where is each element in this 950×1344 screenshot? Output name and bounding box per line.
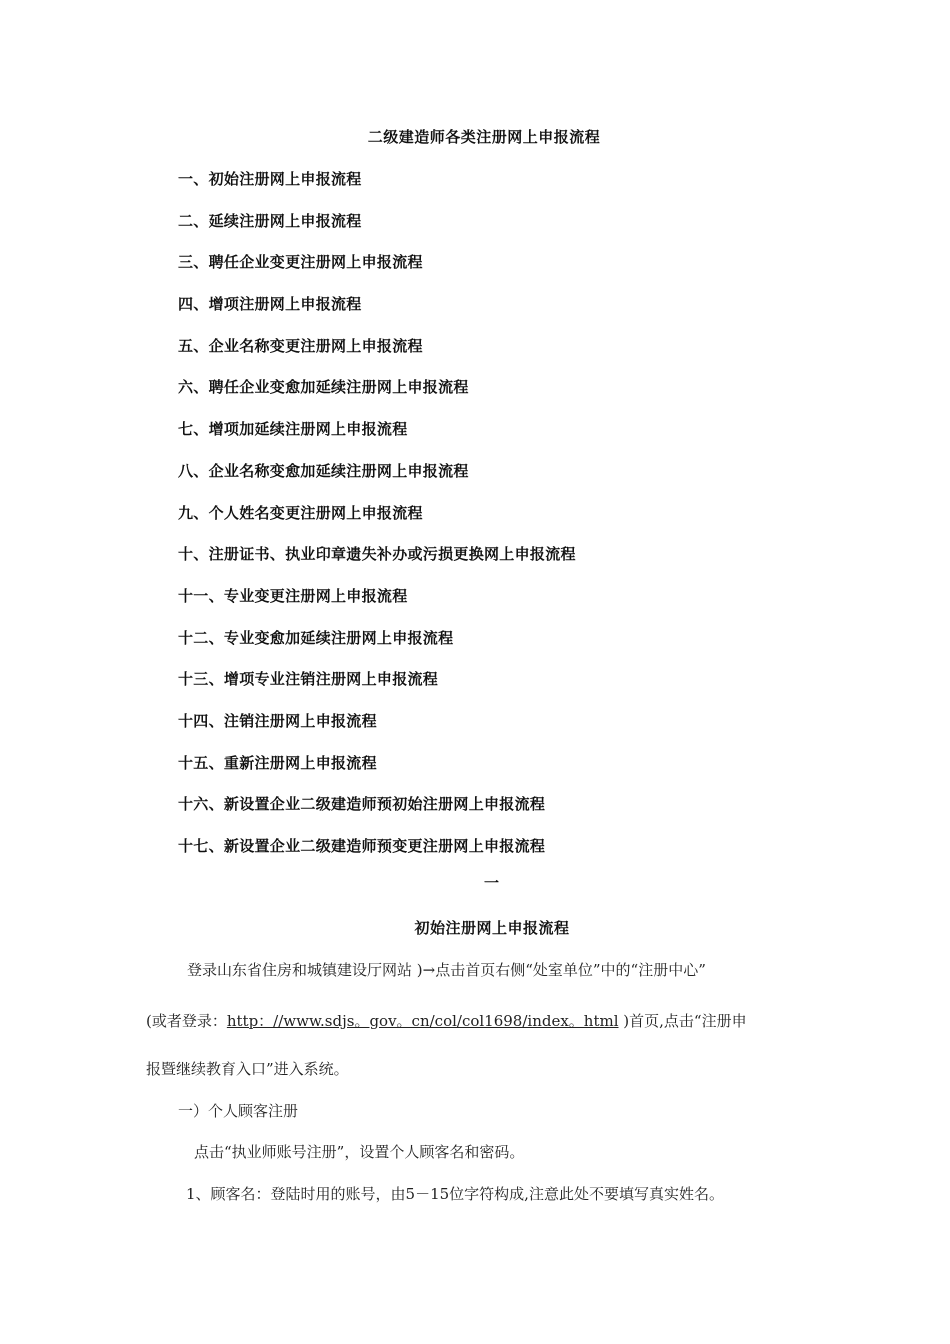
paragraph-prefix: (或者登录： <box>146 1012 227 1030</box>
toc-item: 九、个人姓名变更注册网上申报流程 <box>178 503 423 522</box>
paragraph-line: 登录山东省住房和城镇建设厅网站 )→点击首页右侧“处室单位”中的“注册中心” <box>187 961 706 979</box>
toc-item: 七、增项加延续注册网上申报流程 <box>178 420 408 439</box>
toc-item: 十四、注销注册网上申报流程 <box>178 711 377 730</box>
toc-item: 五、企业名称变更注册网上申报流程 <box>178 336 423 355</box>
subheading: 一）个人顾客注册 <box>178 1102 299 1120</box>
table-of-contents <box>178 168 576 877</box>
toc-item: 十五、重新注册网上申报流程 <box>178 753 377 772</box>
paragraph-line: 报暨继续教育入口”进入系统。 <box>146 1060 349 1078</box>
toc-item: 二、延续注册网上申报流程 <box>178 211 362 230</box>
toc-item: 三、聘任企业变更注册网上申报流程 <box>178 253 423 272</box>
paragraph: 1、顾客名：登陆时用的账号，由5－15位字符构成,注意此处不要填写真实姓名。 <box>186 1185 724 1203</box>
paragraph: 点击“执业师账号注册”，设置个人顾客名和密码。 <box>194 1143 525 1161</box>
paragraph-suffix: )首页,点击“注册申 <box>618 1012 747 1030</box>
registration-url-link[interactable]: http：//www.sdjs。gov。cn/col/col1698/index。html <box>226 1012 619 1030</box>
toc-item: 十、注册证书、执业印章遗失补办或污损更换网上申报流程 <box>178 545 576 564</box>
document-title: 二级建造师各类注册网上申报流程 <box>367 128 601 146</box>
toc-item: 八、企业名称变愈加延续注册网上申报流程 <box>178 461 469 480</box>
toc-item: 十三、增项专业注销注册网上申报流程 <box>178 670 439 689</box>
toc-item: 十七、新设置企业二级建造师预变更注册网上申报流程 <box>178 837 546 855</box>
section-title: 初始注册网上申报流程 <box>414 919 570 937</box>
toc-item: 十六、新设置企业二级建造师预初始注册网上申报流程 <box>178 795 546 814</box>
toc-item: 十二、专业变愈加延续注册网上申报流程 <box>178 628 454 647</box>
toc-item: 一、初始注册网上申报流程 <box>178 170 362 188</box>
section-number: 一 <box>484 874 500 892</box>
toc-item: 四、增项注册网上申报流程 <box>178 295 362 314</box>
toc-item: 六、聘任企业变愈加延续注册网上申报流程 <box>178 378 469 397</box>
toc-item: 十一、专业变更注册网上申报流程 <box>178 586 408 605</box>
paragraph-line <box>146 1010 747 1032</box>
